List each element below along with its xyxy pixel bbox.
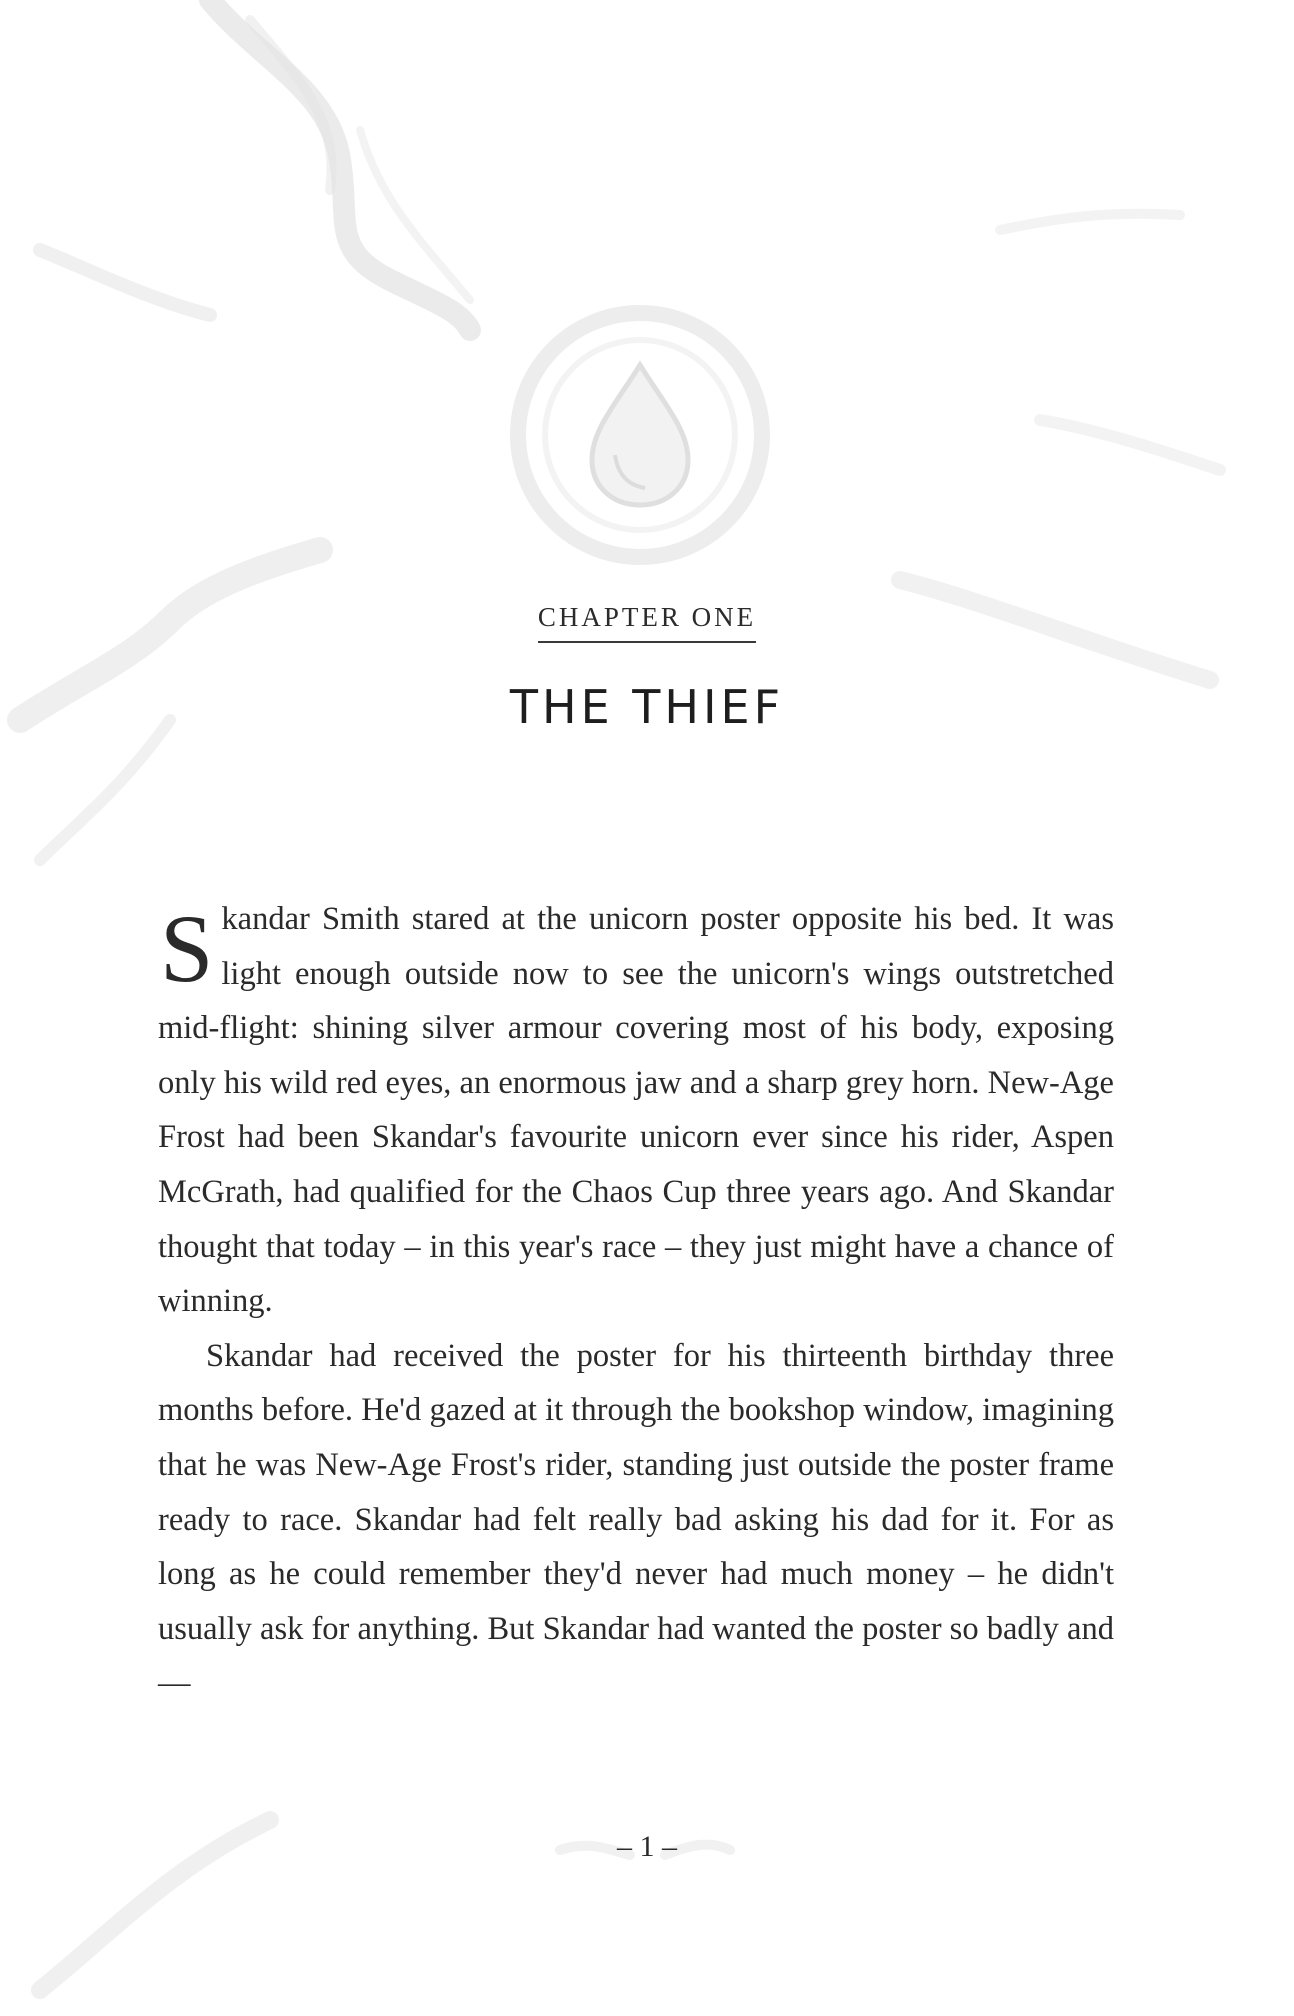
paragraph-1-text: kandar Smith stared at the unicorn poster opposite his bed. It was light enough outside now to see the unicorn's wings outstretched mid-flight: shining silver armour covering most of his body, exposing only his wild red eyes, an enormous jaw and a sharp grey horn. New-Age Frost had been Skandar's favourite unicorn ever since his rider, Aspen McGrath, had qualified for the Chaos Cup three years ago. And Skandar thought that today – in this year's race – they just might have a chance of winning. bbox=[158, 901, 1114, 1320]
body-text bbox=[158, 892, 1114, 1711]
chapter-label bbox=[0, 602, 1294, 643]
chapter-title: THE THIEF bbox=[509, 680, 785, 734]
water-drop-icon bbox=[518, 313, 762, 557]
paragraph-2: Skandar had received the poster for his thirteenth birthday three months before. He'd gazed at it through the bookshop window, imagining that he was New-Age Frost's rider, standing just outside the poster frame ready to race. Skandar had felt really bad asking his dad for it. For as long as he could remember they'd never had much money – he didn't usually ask for anything. But Skandar had wanted the poster so badly and— bbox=[158, 1337, 1114, 1702]
page-number: – 1 – bbox=[617, 1830, 677, 1863]
drop-cap-letter: S bbox=[160, 895, 214, 1002]
paragraph-1 bbox=[158, 892, 1114, 1329]
chapter-label-text: CHAPTER ONE bbox=[538, 602, 756, 643]
